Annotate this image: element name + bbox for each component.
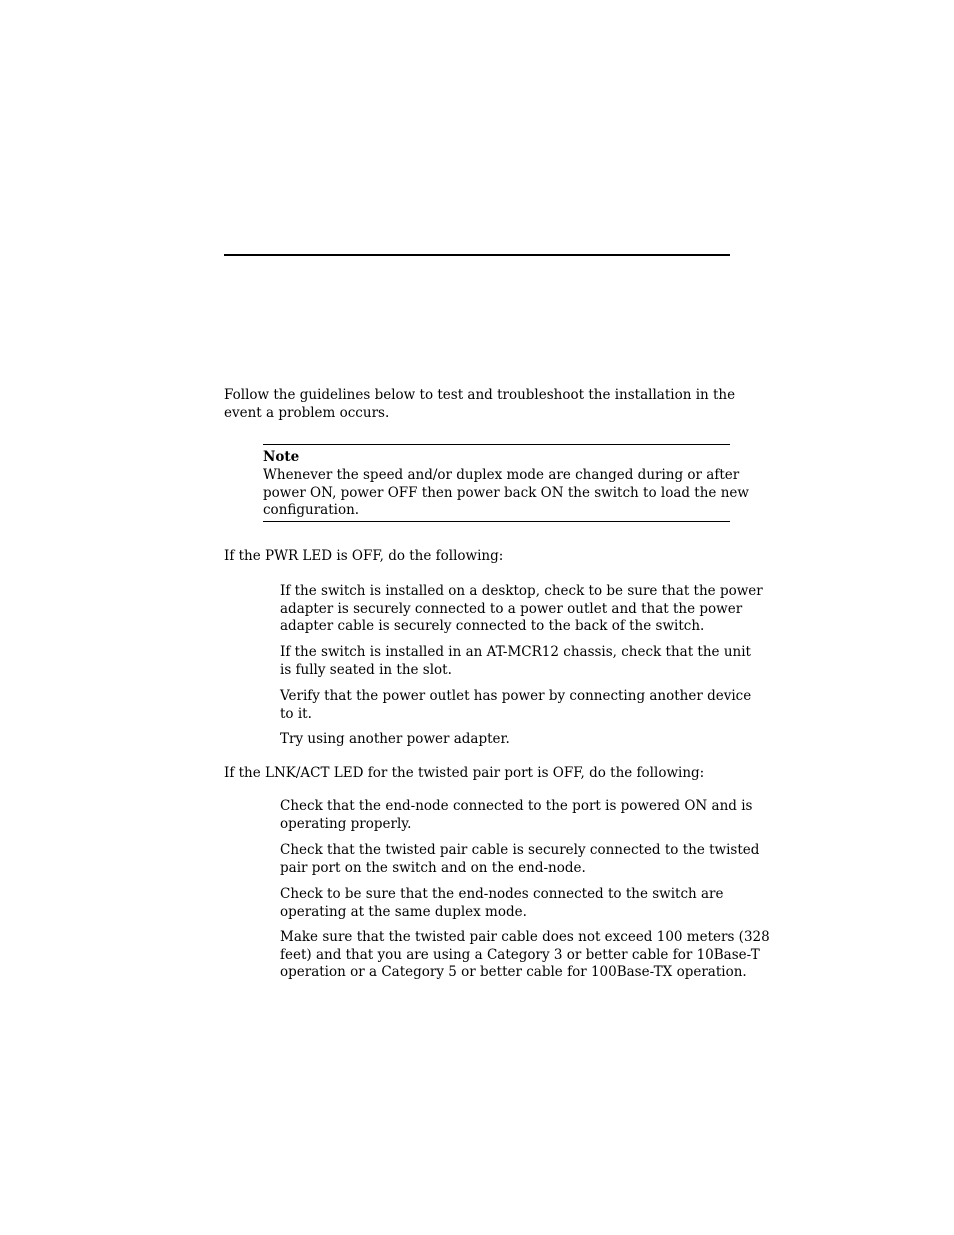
lnk-item (280, 842, 759, 877)
pwr-item (280, 731, 510, 749)
intro-line: Follow the guidelines below to test and troubleshoot the installation in the (224, 387, 736, 403)
note-line: configuration. (263, 502, 360, 518)
item-line: Verify that the power outlet has power by connecting another device (280, 688, 752, 704)
item-line: Check to be sure that the end-nodes connected to the switch are (280, 886, 724, 902)
note-text (263, 467, 749, 520)
item-line: If the switch is installed on a desktop, check to be sure that the power (280, 583, 763, 599)
item-line: to it. (280, 705, 312, 722)
intro-paragraph (224, 387, 736, 422)
item-line: pair port on the switch and on the end-node. (280, 859, 586, 876)
note-label: Note (263, 449, 300, 465)
pwr-item (280, 583, 763, 636)
item-line: adapter cable is securely connected to the back of the switch. (280, 618, 705, 634)
item-line: is fully seated in the slot. (280, 661, 452, 678)
note-box (263, 444, 749, 522)
pwr-item (280, 644, 751, 679)
item-line: operation or a Category 5 or better cable for 100Base-TX operation. (280, 964, 747, 980)
item-line: feet) and that you are using a Category 3 or better cable for 10Base-T (280, 946, 760, 963)
note-line: power ON, power OFF then power back ON the switch to load the new (263, 484, 749, 501)
pwr-item (280, 688, 751, 723)
item-line: operating at the same duplex mode. (280, 903, 527, 920)
pwr-lead: If the PWR LED is OFF, do the following: (224, 548, 504, 564)
item-line: Check that the end-node connected to the port is powered ON and is (280, 798, 753, 814)
intro-line: event a problem occurs. (224, 404, 390, 421)
item-line: Make sure that the twisted pair cable does not exceed 100 meters (328 (280, 929, 770, 945)
lnk-item (280, 929, 770, 982)
item-line: operating properly. (280, 815, 412, 832)
item-line: If the switch is installed in an AT-MCR12 chassis, check that the unit (280, 644, 751, 660)
note-line: Whenever the speed and/or duplex mode are changed during or after (263, 467, 740, 483)
header-rule (224, 254, 730, 256)
item-line: Check that the twisted pair cable is securely connected to the twisted (280, 842, 760, 858)
item-line: Try using another power adapter. (280, 731, 510, 747)
lnk-item (280, 886, 724, 921)
item-line: adapter is securely connected to a power outlet and that the power (280, 600, 743, 617)
lnk-lead: If the LNK/ACT LED for the twisted pair port is OFF, do the following: (224, 765, 705, 781)
lnk-item (280, 798, 752, 833)
